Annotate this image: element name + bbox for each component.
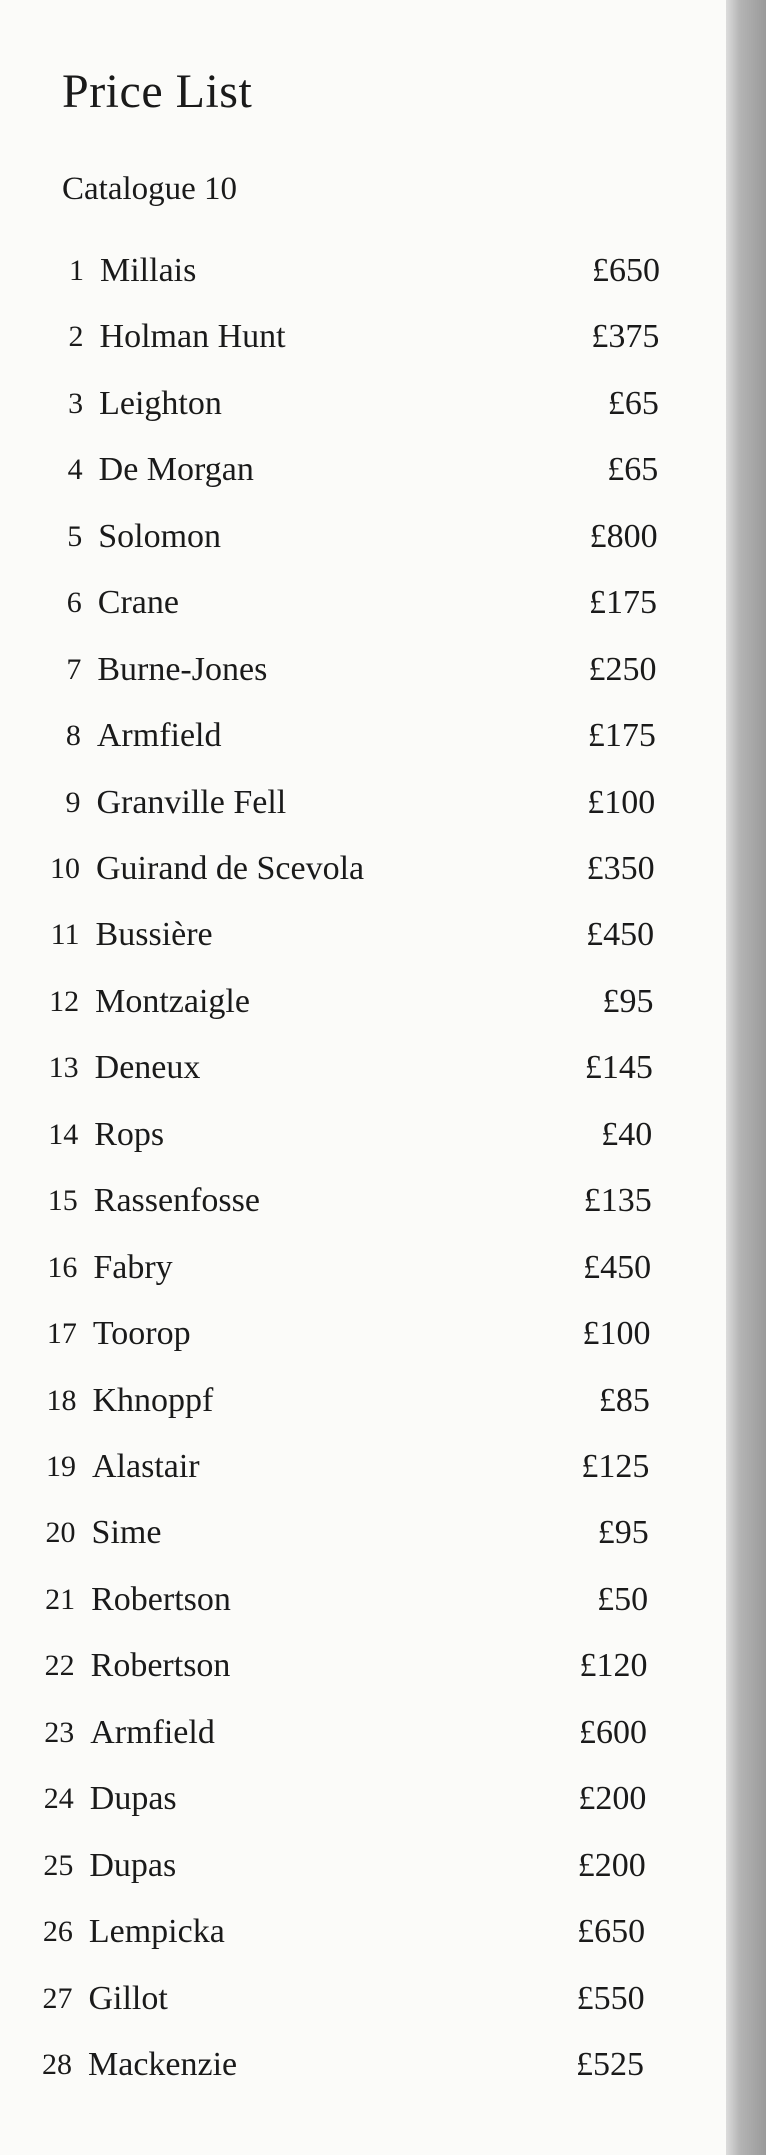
artist-name: Granville Fell	[96, 783, 287, 821]
item-price: £65	[607, 451, 659, 489]
item-price: £65	[607, 384, 659, 422]
artist-name: Armfield	[90, 1713, 215, 1751]
item-number: 9	[65, 785, 81, 819]
list-item	[21, 1575, 648, 1625]
item-price: £525	[576, 2046, 644, 2083]
artist-name: Alastair	[92, 1448, 200, 1485]
item-price: £175	[589, 584, 658, 622]
list-item	[25, 977, 653, 1027]
artist-name: Leighton	[99, 384, 222, 422]
list-item	[27, 645, 656, 695]
item-number: 7	[66, 652, 82, 686]
item-price: £95	[597, 1514, 649, 1552]
artist-name: Burne-Jones	[97, 650, 268, 688]
artist-name: Dupas	[89, 1846, 177, 1884]
artist-name: Holman Hunt	[99, 318, 286, 356]
item-price: £250	[588, 650, 657, 688]
list-item	[18, 1974, 644, 2024]
artist-name: Armfield	[96, 717, 222, 755]
item-price: £650	[592, 252, 660, 289]
item-price: £450	[586, 916, 655, 954]
page-gutter-shadow	[726, 0, 766, 2155]
item-price: £800	[589, 517, 658, 555]
artist-name: Gillot	[88, 1979, 168, 2017]
item-number: 25	[43, 1848, 74, 1882]
item-number: 17	[46, 1317, 77, 1351]
list-item	[24, 1176, 652, 1226]
item-number: 21	[45, 1582, 76, 1616]
item-price: £85	[598, 1381, 650, 1419]
artist-name: Toorop	[92, 1315, 191, 1353]
item-price: £650	[577, 1913, 646, 1951]
list-item	[29, 445, 659, 495]
artist-name: Rops	[94, 1115, 165, 1153]
item-price: £175	[587, 717, 656, 755]
item-number: 2	[68, 320, 84, 354]
item-number: 28	[42, 2048, 72, 2081]
item-price: £125	[581, 1448, 650, 1485]
artist-name: Khnoppf	[92, 1381, 214, 1419]
item-price: £145	[584, 1049, 653, 1087]
item-number: 3	[68, 386, 84, 420]
artist-name: De Morgan	[98, 451, 254, 489]
item-price: £50	[597, 1580, 649, 1618]
item-number: 12	[49, 984, 80, 1018]
artist-name: Dupas	[89, 1780, 177, 1818]
list-item	[18, 2040, 644, 2090]
item-number: 11	[50, 918, 80, 952]
item-price: £100	[587, 783, 656, 821]
list-item	[30, 312, 660, 362]
item-number: 4	[67, 453, 83, 487]
item-number: 27	[42, 1981, 73, 2015]
list-item	[26, 778, 655, 828]
list-item	[26, 844, 655, 894]
list-item	[20, 1774, 647, 1824]
item-number: 16	[47, 1250, 78, 1284]
artist-name: Robertson	[91, 1580, 231, 1618]
artist-name: Robertson	[90, 1647, 231, 1685]
artist-name: Rassenfosse	[93, 1182, 260, 1220]
list-item	[28, 512, 657, 562]
artist-name: Crane	[97, 584, 179, 622]
item-price: £550	[576, 1979, 645, 2017]
list-item	[27, 711, 656, 761]
list-item	[24, 1110, 652, 1160]
item-number: 24	[43, 1782, 74, 1816]
artist-name: Solomon	[98, 517, 222, 555]
list-item	[19, 1907, 645, 1957]
list-item	[23, 1243, 651, 1293]
list-item	[22, 1442, 649, 1492]
list-item	[23, 1309, 651, 1359]
item-number: 20	[45, 1516, 76, 1550]
list-item	[26, 910, 655, 960]
item-price: £200	[578, 1780, 647, 1818]
item-number: 19	[46, 1450, 76, 1483]
item-price: £40	[601, 1115, 653, 1153]
item-number: 8	[65, 719, 81, 753]
item-number: 6	[66, 586, 82, 620]
item-price: £200	[577, 1846, 646, 1884]
artist-name: Montzaigle	[95, 982, 250, 1020]
page-title: Price List	[62, 65, 253, 118]
item-price: £100	[582, 1315, 651, 1353]
item-price: £600	[578, 1713, 647, 1751]
list-item	[22, 1508, 649, 1558]
item-price: £95	[602, 982, 654, 1020]
artist-name: Fabry	[93, 1248, 173, 1286]
list-item	[28, 578, 657, 628]
item-price: £350	[586, 850, 655, 887]
list-item	[22, 1376, 649, 1426]
artist-name: Guirand de Scevola	[96, 850, 365, 887]
item-number: 1	[69, 254, 84, 287]
list-item	[20, 1708, 647, 1758]
artist-name: Lempicka	[88, 1913, 225, 1951]
list-item	[25, 1043, 653, 1093]
artist-name: Deneux	[94, 1049, 201, 1087]
list-item	[29, 379, 659, 429]
item-number: 14	[48, 1117, 79, 1151]
item-number: 15	[47, 1184, 78, 1218]
list-item	[30, 246, 660, 296]
item-number: 13	[48, 1051, 79, 1085]
item-price: £375	[591, 318, 660, 356]
artist-name: Bussière	[95, 916, 213, 954]
item-price: £120	[579, 1647, 648, 1685]
catalogue-subtitle: Catalogue 10	[62, 171, 238, 207]
item-number: 23	[44, 1715, 75, 1749]
item-number: 26	[42, 1915, 73, 1949]
item-number: 18	[46, 1383, 77, 1417]
item-price: £135	[583, 1182, 652, 1220]
list-item	[19, 1841, 645, 1891]
artist-name: Sime	[91, 1514, 162, 1552]
item-number: 22	[44, 1649, 75, 1683]
artist-name: Millais	[100, 252, 197, 289]
item-number: 5	[67, 519, 83, 553]
list-item	[21, 1641, 648, 1691]
artist-name: Mackenzie	[88, 2046, 238, 2083]
item-number: 10	[50, 852, 80, 885]
item-price: £450	[583, 1248, 652, 1286]
